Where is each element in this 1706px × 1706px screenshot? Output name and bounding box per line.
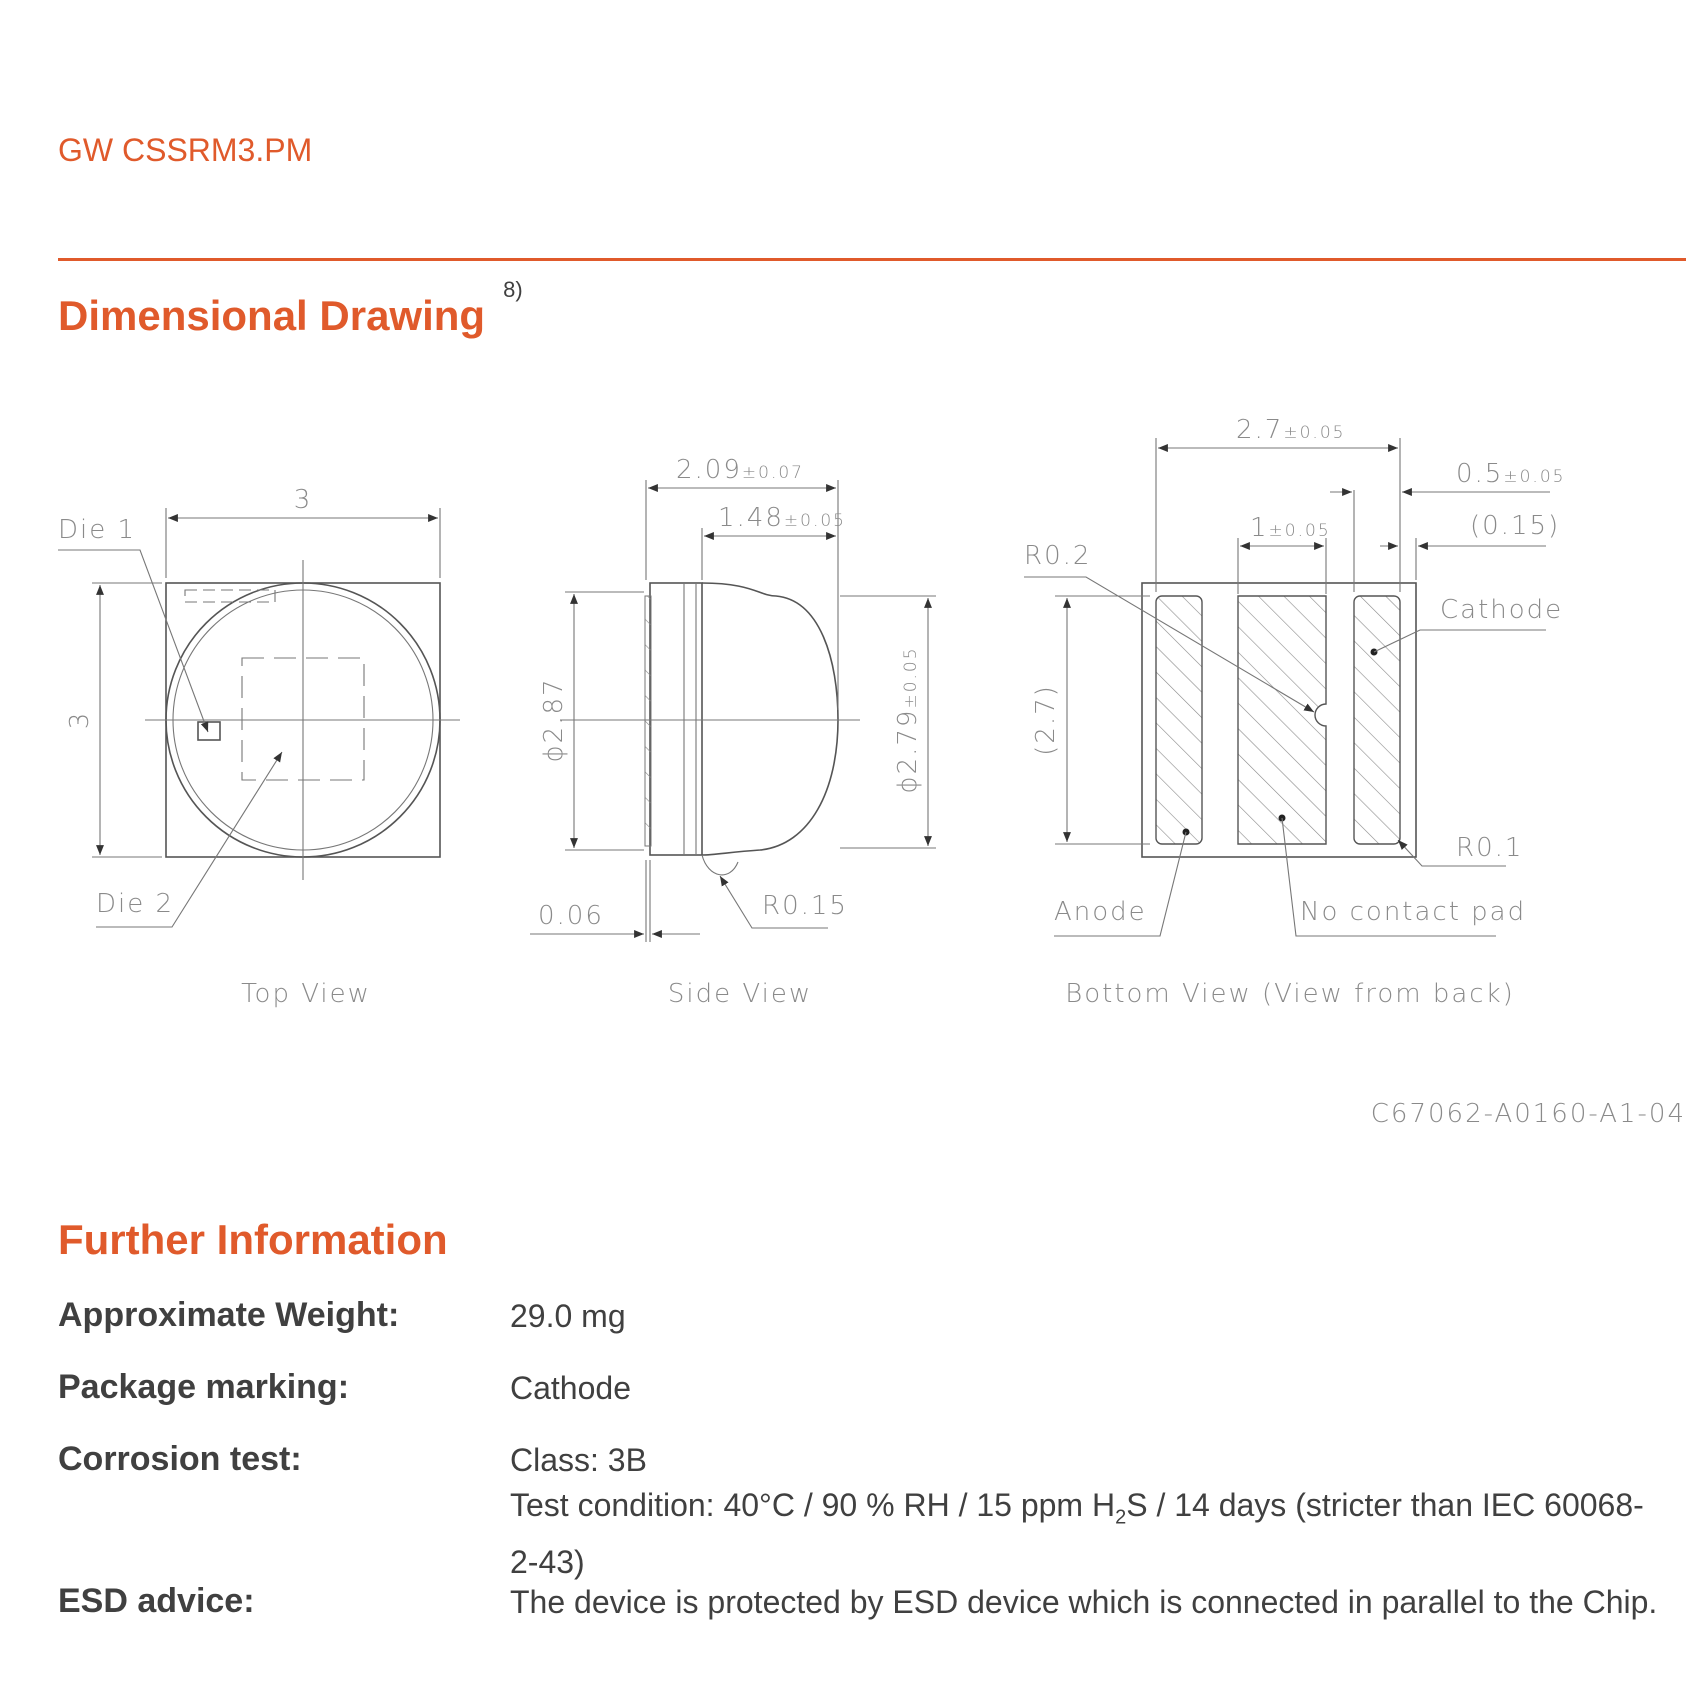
bottom-height-label: (2.7)	[1031, 684, 1061, 756]
side-view-caption: Side View	[667, 979, 813, 1009]
drawing-number: C67062-A0160-A1-04	[1370, 1099, 1686, 1129]
no-contact-label: No contact pad	[1300, 897, 1527, 927]
esd-advice-label: ESD advice:	[58, 1582, 255, 1620]
dimensional-drawing	[0, 380, 1706, 1140]
side-dome-diameter-label: ϕ2.79±0.05	[893, 646, 923, 794]
top-view-caption: Top View	[241, 979, 371, 1009]
weight-label: Approximate Weight:	[58, 1296, 400, 1334]
package-marking-value: Cathode	[510, 1370, 631, 1406]
further-information-title: Further Information	[58, 1216, 448, 1263]
top-view-polarity-mark	[185, 590, 275, 602]
bottom-view-caption: Bottom View (View from back)	[1065, 979, 1515, 1009]
side-offset-label: 0.06	[538, 901, 604, 931]
footnote-marker: 8)	[503, 277, 523, 302]
side-dome-length-label: 1.48±0.05	[718, 503, 846, 533]
side-radius-label: R0.15	[762, 891, 848, 921]
bottom-radius-small-label: R0.1	[1456, 833, 1524, 863]
top-view-height-label: 3	[65, 710, 95, 730]
dimensional-drawing-title: Dimensional Drawing	[58, 292, 486, 339]
cathode-pad	[1354, 596, 1400, 844]
side-view	[530, 455, 936, 1009]
bottom-middle-width-label: 1±0.05	[1250, 513, 1331, 543]
side-overall-length-label: 2.09±0.07	[676, 455, 804, 485]
anode-pad	[1156, 596, 1202, 844]
header-divider	[58, 258, 1686, 261]
bottom-cathode-width-label: 0.5±0.05	[1456, 459, 1566, 489]
bottom-edge-gap-label: (0.15)	[1470, 511, 1561, 541]
bottom-view	[1024, 415, 1565, 1009]
side-view-dome	[702, 583, 838, 855]
top-view	[58, 485, 460, 1009]
corrosion-test-label: Corrosion test:	[58, 1440, 302, 1478]
corrosion-class: Class: 3B	[510, 1442, 647, 1478]
corrosion-test-value	[510, 1438, 1660, 1585]
cathode-label: Cathode	[1440, 595, 1564, 625]
esd-advice-value: The device is protected by ESD device which is connected in parallel to the Chip.	[510, 1584, 1658, 1620]
side-view-base	[650, 583, 702, 855]
weight-value: 29.0 mg	[510, 1298, 626, 1334]
document-header-title: GW CSSRM3.PM	[58, 132, 313, 168]
die1-label: Die 1	[58, 515, 137, 545]
dimensional-drawing-heading	[58, 277, 523, 340]
die2-label: Die 2	[96, 889, 175, 919]
no-contact-pad	[1238, 596, 1326, 844]
die1-marker	[198, 722, 220, 740]
anode-label: Anode	[1054, 897, 1147, 927]
top-view-width-label: 3	[293, 485, 313, 515]
bottom-width-label: 2.7±0.05	[1236, 415, 1346, 445]
side-body-diameter-label: ϕ2.87	[539, 677, 569, 763]
package-marking-label: Package marking:	[58, 1368, 350, 1406]
corrosion-condition: Test condition: 40°C / 90 % RH / 15 ppm $H_2S / 14$ days (stricter than IEC 60068-2-43)	[510, 1487, 1644, 1581]
bottom-radius-large-label: R0.2	[1024, 541, 1092, 571]
